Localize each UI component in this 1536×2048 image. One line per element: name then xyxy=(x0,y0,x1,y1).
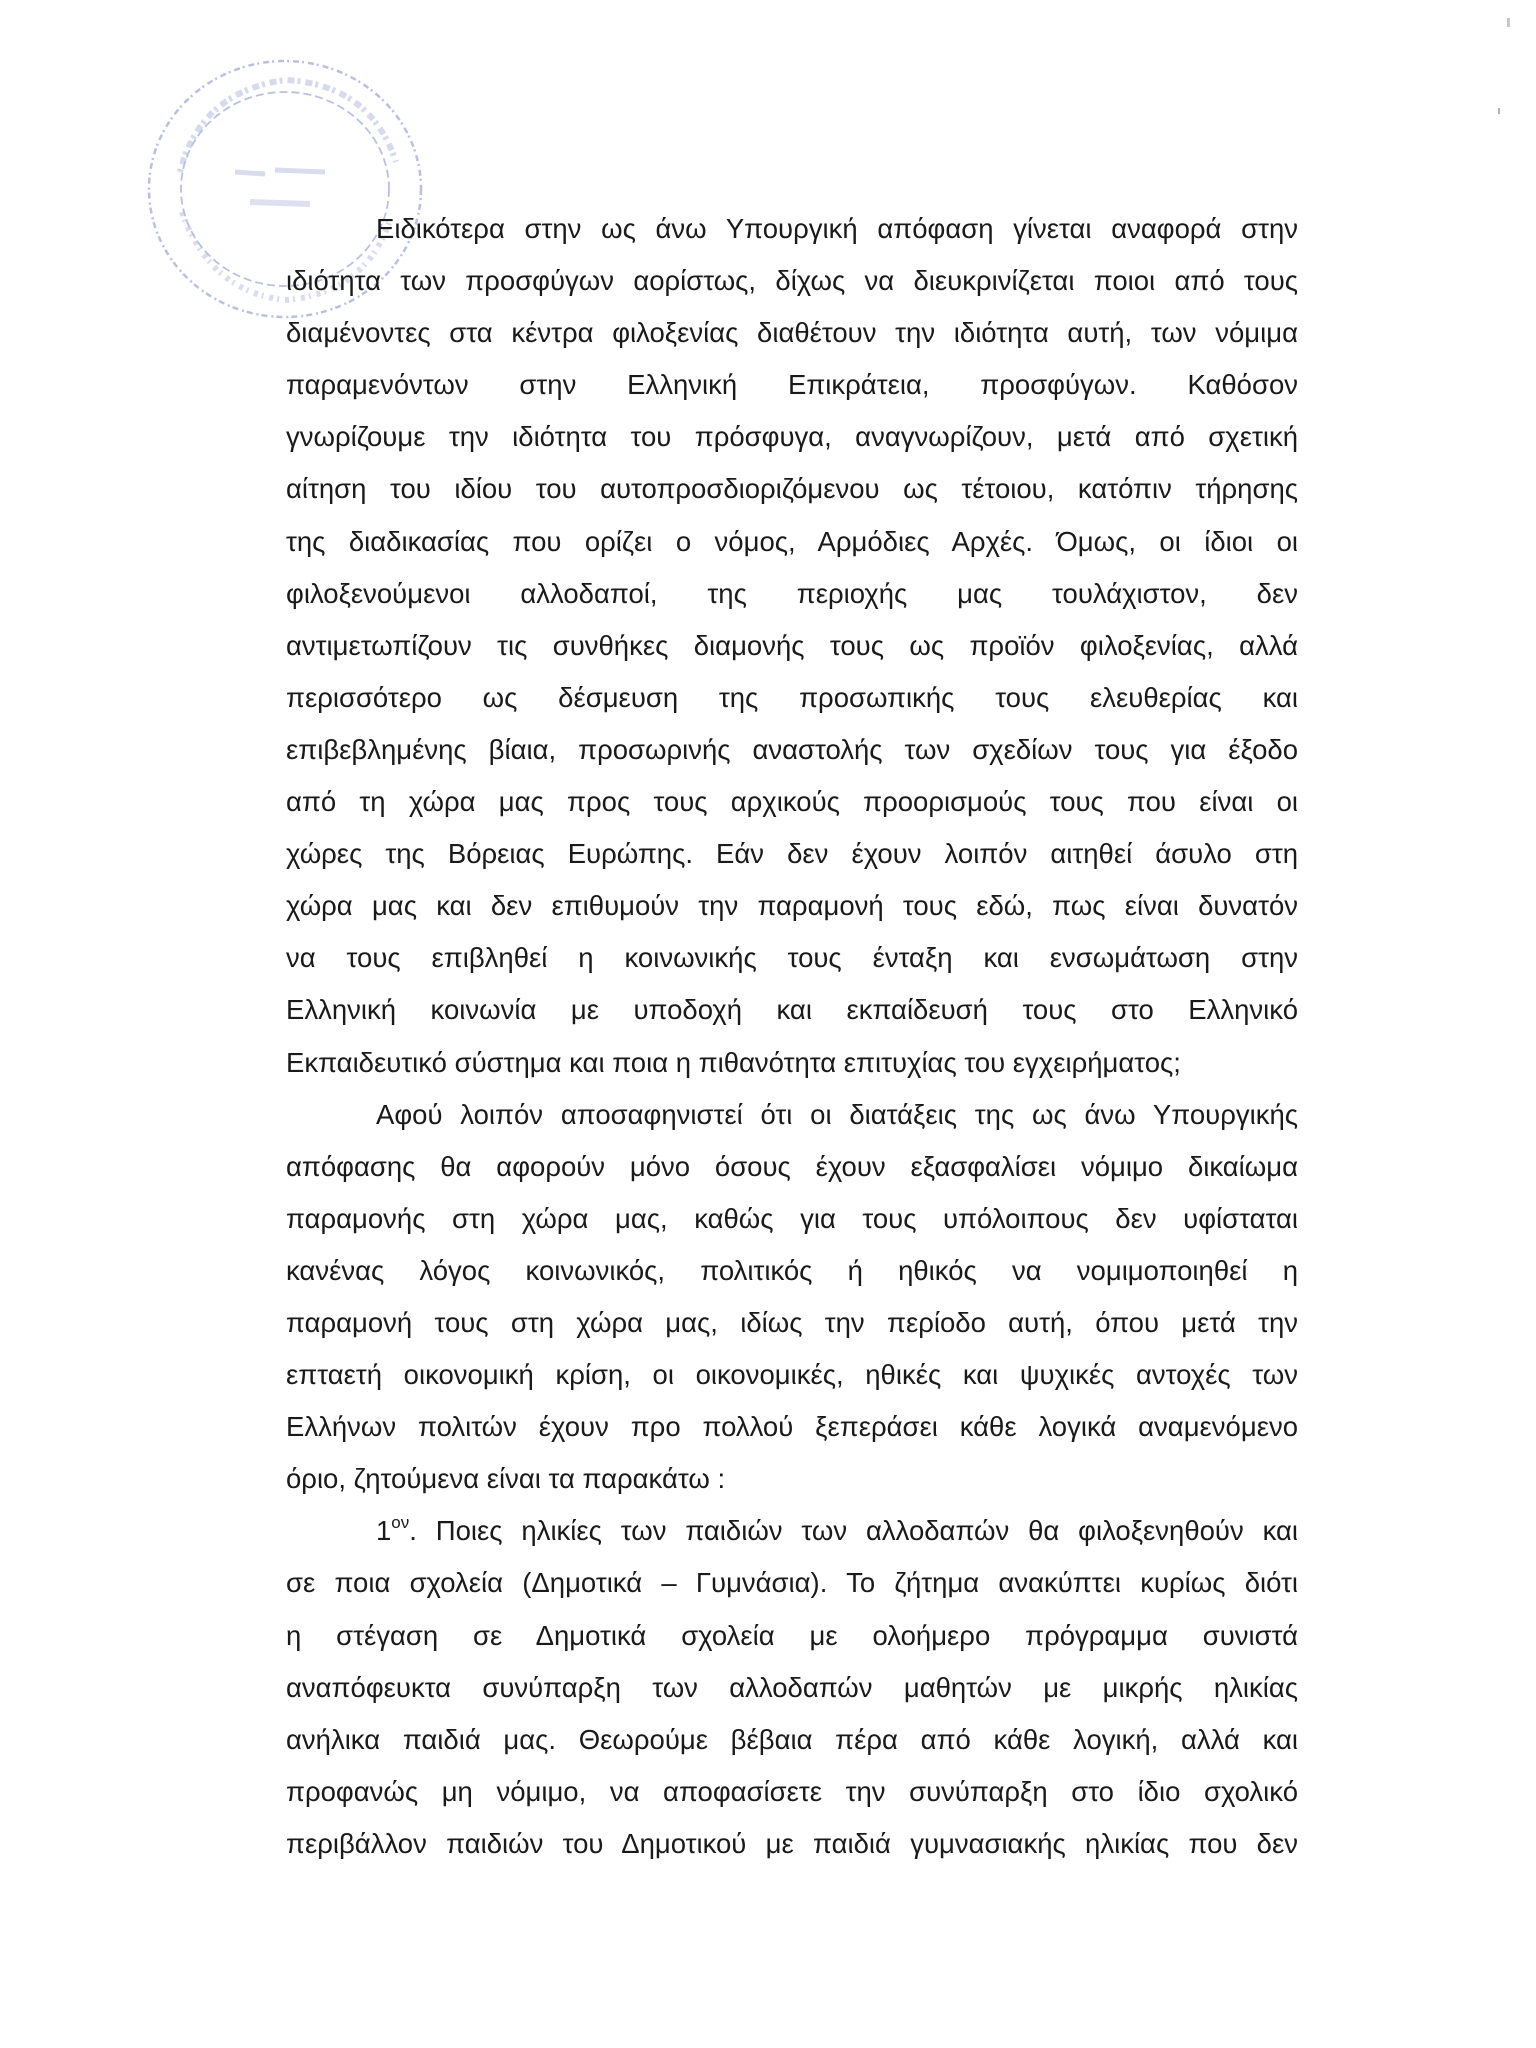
text-line: Αφού λοιπόν αποσαφηνιστεί ότι οι διατάξεις της ως άνω Υπουργικής xyxy=(376,1098,1298,1130)
text-line: γνωρίζουμε την ιδιότητα του πρόσφυγα, αναγνωρίζουν, μετά από σχετική xyxy=(286,421,1298,453)
text-line: ιδιότητα των προσφύγων αορίστως, δίχως να διευκρινίζεται ποιοι από τους xyxy=(286,265,1298,297)
text-line: να τους επιβληθεί η κοινωνικής τους ένταξη και ενσωμάτωση στην xyxy=(286,942,1298,974)
text-line: επταετή οικονομική κρίση, οι οικονομικές, ηθικές και ψυχικές αντοχές των xyxy=(286,1359,1298,1391)
item-number: 1 xyxy=(376,1515,392,1547)
text-line: . Ποιες ηλικίες των παιδιών των αλλοδαπών θα φιλοξενηθούν και xyxy=(409,1515,1298,1547)
text-line: χώρα μας και δεν επιθυμούν την παραμονή τους εδώ, πως είναι δυνατόν xyxy=(286,890,1298,922)
text-line: η στέγαση σε Δημοτικά σχολεία με ολοήμερο πρόγραμμα συνιστά xyxy=(286,1619,1298,1651)
text-line: απόφασης θα αφορούν μόνο όσους έχουν εξασφαλίσει νόμιμο δικαίωμα xyxy=(286,1150,1298,1182)
scan-speck xyxy=(1507,18,1510,27)
text-line: Ειδικότερα στην ως άνω Υπουργική απόφαση γίνεται αναφορά στην xyxy=(376,213,1298,244)
text-line: παραμενόντων στην Ελληνική Επικράτεια, προσφύγων. Καθόσον xyxy=(286,369,1298,401)
scan-speck xyxy=(1498,108,1500,114)
text-line: Εκπαιδευτικό σύστημα και ποια η πιθανότητα επιτυχίας του εγχειρήματος; xyxy=(286,1046,1181,1078)
text-line: από τη χώρα μας προς τους αρχικούς προορισμούς τους που είναι οι xyxy=(286,786,1298,818)
text-line: διαμένοντες στα κέντρα φιλοξενίας διαθέτουν την ιδιότητα αυτή, των νόμιμα xyxy=(286,317,1298,349)
text-line: αναπόφευκτα συνύπαρξη των αλλοδαπών μαθητών με μικρής ηλικίας xyxy=(286,1671,1298,1703)
text-line: κανένας λόγος κοινωνικός, πολιτικός ή ηθικός να νομιμοποιηθεί η xyxy=(286,1254,1298,1286)
text-line: ανήλικα παιδιά μας. Θεωρούμε βέβαια πέρα από κάθε λογική, αλλά και xyxy=(286,1723,1298,1755)
text-line: φιλοξενούμενοι αλλοδαποί, της περιοχής μας τουλάχιστον, δεν xyxy=(286,577,1298,609)
letter-body xyxy=(286,203,1298,1870)
text-line: περιβάλλον παιδιών του Δημοτικού με παιδιά γυμνασιακής ηλικίας που δεν xyxy=(286,1827,1298,1859)
text-line: παραμονής στη χώρα μας, καθώς για τους υπόλοιπους δεν υφίσταται xyxy=(286,1202,1298,1234)
text-line: αντιμετωπίζουν τις συνθήκες διαμονής τους ως προϊόν φιλοξενίας, αλλά xyxy=(286,629,1298,661)
text-line: παραμονή τους στη χώρα μας, ιδίως την περίοδο αυτή, όπου μετά την xyxy=(286,1306,1298,1338)
text-line: Ελληνική κοινωνία με υποδοχή και εκπαίδευσή τους στο Ελληνικό xyxy=(286,994,1298,1026)
text-line: προφανώς μη νόμιμο, να αποφασίσετε την συνύπαρξη στο ίδιο σχολικό xyxy=(286,1775,1298,1807)
text-line: Ελλήνων πολιτών έχουν προ πολλού ξεπεράσει κάθε λογικά αναμενόμενο xyxy=(286,1411,1298,1443)
item-number-suffix: ον xyxy=(391,1513,410,1533)
text-line: επιβεβλημένης βίαια, προσωρινής αναστολής των σχεδίων τους για έξοδο xyxy=(286,733,1298,765)
text-line: όριο, ζητούμενα είναι τα παρακάτω : xyxy=(286,1463,726,1495)
text-line: αίτηση του ιδίου του αυτοπροσδιοριζόμενου ως τέτοιου, κατόπιν τήρησης xyxy=(286,473,1298,505)
text-line: περισσότερο ως δέσμευση της προσωπικής τους ελευθερίας και xyxy=(286,681,1298,713)
text-line: χώρες της Βόρειας Ευρώπης. Εάν δεν έχουν λοιπόν αιτηθεί άσυλο στη xyxy=(286,838,1298,870)
numbered-item-first-line xyxy=(286,1505,1298,1557)
text-line: σε ποια σχολεία (Δημοτικά – Γυμνάσια). Το ζήτημα ανακύπτει κυρίως διότι xyxy=(286,1567,1298,1599)
text-line: της διαδικασίας που ορίζει ο νόμος, Αρμόδιες Αρχές. Όμως, οι ίδιοι οι xyxy=(286,525,1298,557)
